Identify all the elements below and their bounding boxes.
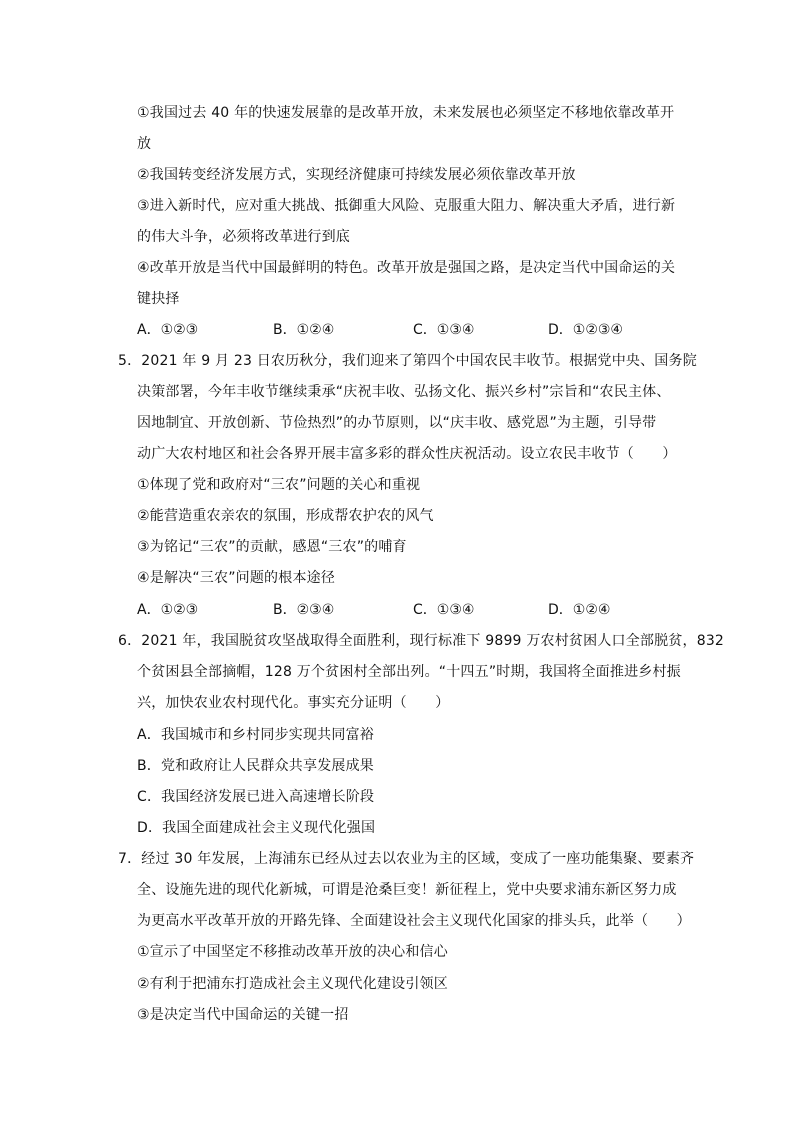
q5-statement-2: ②能营造重农亲农的氛围，形成帮农护农的风气 bbox=[137, 508, 434, 524]
q5-choice-b[interactable]: B．②③④ bbox=[273, 602, 335, 618]
q7-stem-line-1: 7．经过 30 年发展，上海浦东已经从过去以农业为主的区域，变成了一座功能集聚、要素齐 bbox=[118, 851, 695, 867]
q5-statement-1: ①体现了党和政府对“三农”问题的关心和重视 bbox=[137, 477, 421, 493]
q4-statement-1-line-2: 放 bbox=[137, 136, 152, 152]
q4-choice-d[interactable]: D．①②③④ bbox=[548, 322, 623, 338]
q6-stem-line-2: 个贫困县全部摘帽，128 万个贫困村全部出列。“十四五”时期，我国将全面推进乡村振 bbox=[137, 664, 681, 680]
q7-statement-3: ③是决定当代中国命运的关键一招 bbox=[137, 1007, 349, 1023]
q5-choices bbox=[137, 600, 677, 620]
q6-stem-line-1: 6．2021 年，我国脱贫攻坚战取得全面胜利，现行标准下 9899 万农村贫困人口全部脱贫，832 bbox=[118, 633, 725, 649]
q6-stem-line-3: 兴，加快农业农村现代化。事实充分证明（ ） bbox=[137, 695, 450, 711]
q4-statement-2: ②我国转变经济发展方式，实现经济健康可持续发展必须依靠改革开放 bbox=[137, 167, 576, 183]
q5-statement-4: ④是解决“三农”问题的根本途径 bbox=[137, 570, 336, 586]
q6-option-c[interactable]: C．我国经济发展已进入高速增长阶段 bbox=[137, 789, 375, 805]
q5-statement-3: ③为铭记“三农”的贡献，感恩“三农”的哺育 bbox=[137, 539, 407, 555]
q5-stem-line-2: 决策部署，今年丰收节继续秉承“庆祝丰收、弘扬文化、振兴乡村”宗旨和“农民主体、 bbox=[137, 384, 671, 400]
q7-stem-line-3: 为更高水平改革开放的开路先锋、全面建设社会主义现代化国家的排头兵，此举（ ） bbox=[137, 913, 691, 929]
q7-statement-2: ②有利于把浦东打造成社会主义现代化建设引领区 bbox=[137, 976, 448, 992]
q4-statement-3-line-2: 的伟大斗争，必须将改革进行到底 bbox=[137, 229, 350, 245]
q6-option-b[interactable]: B．党和政府让人民群众共享发展成果 bbox=[137, 758, 375, 774]
q4-choice-b[interactable]: B．①②④ bbox=[273, 322, 335, 338]
q4-statement-3-line-1: ③进入新时代，应对重大挑战、抵御重大风险、克服重大阻力、解决重大矛盾，进行新 bbox=[137, 198, 676, 214]
q5-stem-line-3: 因地制宜、开放创新、节俭热烈”的办节原则，以“庆丰收、感党恩”为主题，引导带 bbox=[137, 415, 657, 431]
q7-stem-line-2: 全、设施先进的现代化新城，可谓是沧桑巨变！新征程上，党中央要求浦东新区努力成 bbox=[137, 882, 677, 898]
q5-stem-line-1: 5．2021 年 9 月 23 日农历秋分，我们迎来了第四个中国农民丰收节。根据党中央、国务院 bbox=[118, 353, 697, 369]
q6-option-a[interactable]: A．我国城市和乡村同步实现共同富裕 bbox=[137, 727, 374, 743]
q4-choice-a[interactable]: A．①②③ bbox=[137, 322, 199, 338]
q5-choice-d[interactable]: D．①②④ bbox=[548, 602, 611, 618]
q5-choice-a[interactable]: A．①②③ bbox=[137, 602, 199, 618]
q4-choices bbox=[137, 320, 677, 340]
q4-statement-1-line-1: ①我国过去 40 年的快速发展靠的是改革开放，未来发展也必须坚定不移地依靠改革开 bbox=[137, 105, 675, 121]
q4-statement-4-line-2: 键抉择 bbox=[137, 291, 180, 307]
q4-choice-c[interactable]: C．①③④ bbox=[413, 322, 475, 338]
q5-stem-line-4: 动广大农村地区和社会各界开展丰富多彩的群众性庆祝活动。设立农民丰收节（ ） bbox=[137, 446, 677, 462]
q5-choice-c[interactable]: C．①③④ bbox=[413, 602, 475, 618]
q7-statement-1: ①宣示了中国坚定不移推动改革开放的决心和信心 bbox=[137, 944, 448, 960]
q4-statement-4-line-1: ④改革开放是当代中国最鲜明的特色。改革开放是强国之路，是决定当代中国命运的关 bbox=[137, 260, 676, 276]
q6-option-d[interactable]: D．我国全面建成社会主义现代化强国 bbox=[137, 820, 376, 836]
